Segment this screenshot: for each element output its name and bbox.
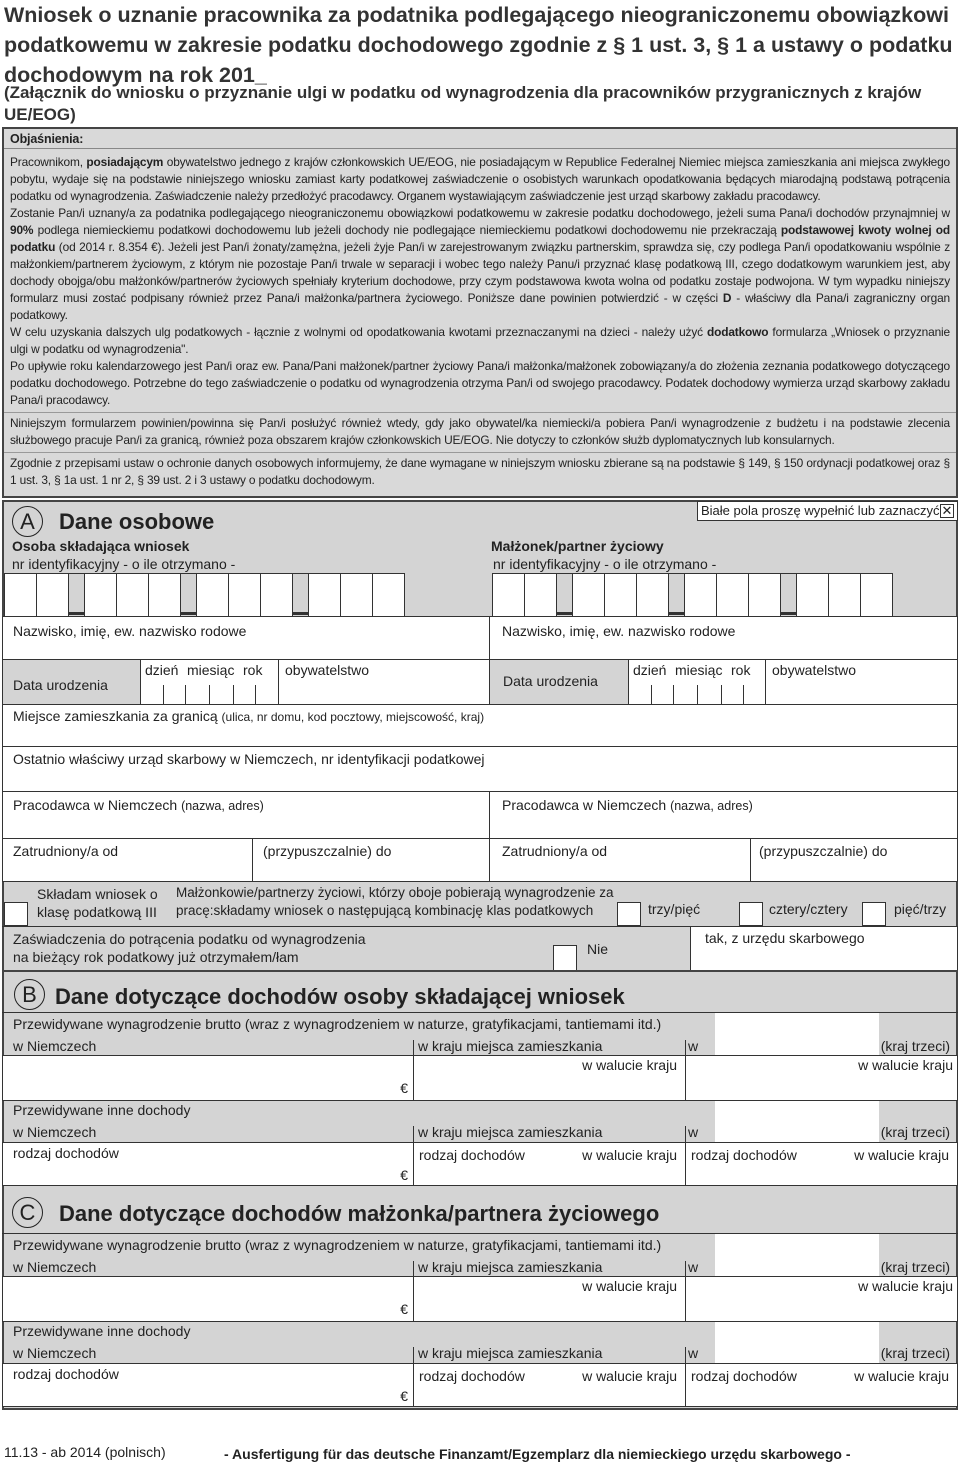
- divider: [721, 685, 722, 705]
- section-c-badge: C: [12, 1197, 43, 1228]
- label: miesiąc: [187, 662, 235, 678]
- divider: [685, 1261, 686, 1277]
- label: dzień: [633, 662, 667, 678]
- label: Ostatnio właściwy urząd skarbowy w Niemczech, nr identyfikacji podatkowej: [13, 751, 485, 767]
- label: obywatelstwo: [285, 662, 370, 678]
- combo-4-4-checkbox[interactable]: [739, 902, 763, 926]
- label: klasę podatkową III: [37, 904, 157, 920]
- label: trzy/pięć: [648, 901, 701, 917]
- third-country-name-field[interactable]: [715, 1101, 879, 1142]
- label: obywatelstwo: [772, 662, 857, 678]
- id-digit-box[interactable]: [116, 573, 149, 617]
- label: rok: [731, 662, 751, 678]
- id-digit-box[interactable]: [228, 573, 261, 617]
- other-residence-field[interactable]: [413, 1142, 686, 1186]
- label: w walucie kraju: [858, 1278, 953, 1294]
- label: Składam wniosek o: [37, 886, 158, 902]
- label: €: [400, 1301, 408, 1317]
- divider: [685, 1126, 686, 1142]
- divider: [255, 685, 256, 705]
- divider: [185, 685, 186, 705]
- id-digit-box[interactable]: [796, 573, 829, 617]
- label: w kraju miejsca zamieszkania: [418, 1259, 603, 1275]
- label: w walucie kraju: [854, 1147, 949, 1163]
- spouse-citizenship-field[interactable]: [765, 659, 958, 705]
- divider: [209, 685, 210, 705]
- label: tak, z urzędu skarbowego: [705, 930, 865, 946]
- divider: [413, 1126, 414, 1142]
- divider: [651, 685, 652, 705]
- gross-residence-field[interactable]: [413, 1276, 686, 1322]
- other-income-label: Przewidywane inne dochody: [13, 1102, 191, 1118]
- spouse-birth-date-field[interactable]: [628, 659, 766, 705]
- applicant-employer-field[interactable]: [2, 791, 490, 839]
- id-digit-box[interactable]: [84, 573, 117, 617]
- applicant-birth-date-field[interactable]: [140, 659, 279, 705]
- text: Pracownikom,: [10, 155, 87, 169]
- label: Pracodawca w Niemczech: [502, 797, 667, 813]
- label: w walucie kraju: [582, 1147, 677, 1163]
- divider: [673, 685, 674, 705]
- label: w kraju miejsca zamieszkania: [418, 1345, 603, 1361]
- applicant-citizenship-field[interactable]: [278, 659, 490, 705]
- third-country-name-field[interactable]: [715, 1234, 879, 1276]
- text: Zostanie Pan/i uznany/a za podatnika podlegającego nieograniczonemu obowiązkowi podatkowemu w zakresie podatku dochodowego, jeżeli suma Pana/i dochodów przynajmniej w: [10, 206, 950, 220]
- id-digit-box[interactable]: [572, 573, 605, 617]
- id-digit-box[interactable]: [828, 573, 861, 617]
- label: Nazwisko, imię, ew. nazwisko rodowe: [502, 623, 736, 639]
- id-separator: [556, 573, 573, 615]
- form-title: Wniosek o uznanie pracownika za podatnika podlegającego nieograniczonemu obowiązkowi podatkowemu w zakresie podatku dochodowego zgodnie z § 1 ust. 3, § 1 a ustawy o podatku dochodowym na rok 201_: [4, 3, 953, 87]
- label: w: [688, 1124, 699, 1140]
- label: pracę:składamy wniosek o następującą kombinację klas podatkowych: [176, 903, 594, 918]
- explanation-paragraph: Niniejszym formularzem powinien/powinna się Pan/i posłużyć również wtedy, gdy jako obywatel/ka niemiecki/a pobiera Pan/i wynagrodzenie z budżetu i na podstawie zlecenia służbowego pracuje Pan/i za granicą, również poza obszarem krajów członkowskich UE/EOG. Nie dotyczy to członków służb dyplomatycznych lub konsularnych.: [4, 412, 956, 449]
- other-third-country-field[interactable]: [685, 1142, 958, 1186]
- form-version: 11.13 - ab 2014 (polnisch): [4, 1444, 166, 1460]
- applicant-employed-to-field[interactable]: [252, 838, 490, 882]
- label: Data urodzenia: [503, 673, 598, 689]
- explanation-paragraph: Po upływie roku kalendarzowego jest Pan/i oraz ew. Pana/Pani małżonek/partner życiowy Pana/i małżonka/małżonek zobowiązany/a do złożenia zeznania podatkowego dotyczącego podatku dochodowego. Potrzebne do tego zaświadczenie o podatku od wynagrodzenia otrzyma Pan/i od swojego pracodawcy. Podatek dochodowy wymierza urząd skarbowy zakładu Pana/i pracodawcy.: [10, 359, 950, 407]
- cert-no-checkbox[interactable]: [553, 945, 577, 971]
- label: w Niemczech: [13, 1345, 97, 1361]
- section-c-income-table: [0, 1233, 952, 1407]
- divider: [413, 1347, 414, 1363]
- label: €: [400, 1388, 408, 1404]
- divider: [685, 1040, 686, 1056]
- label: w Niemczech: [13, 1259, 97, 1275]
- label: rodzaj dochodów: [13, 1366, 119, 1382]
- label: (kraj trzeci): [880, 1124, 950, 1140]
- label: rodzaj dochodów: [691, 1147, 797, 1163]
- text: podlega niemieckiemu podatkowi dochodowemu lub jeżeli dochody nie podlegające niemieckiemu podatkowi dochodowemu nie przekraczają: [33, 223, 781, 237]
- id-digit-box[interactable]: [372, 573, 405, 617]
- spouse-heading: Małżonek/partner życiowy: [491, 538, 664, 554]
- label: miesiąc: [675, 662, 723, 678]
- id-separator: [180, 573, 197, 615]
- applicant-heading: Osoba składająca wniosek: [12, 538, 190, 554]
- label: rodzaj dochodów: [13, 1145, 119, 1161]
- label: w: [688, 1345, 699, 1361]
- applicant-employed-from-field[interactable]: [2, 838, 253, 882]
- cert-yes-tax-office-field[interactable]: [690, 926, 958, 971]
- label: Nazwisko, imię, ew. nazwisko rodowe: [13, 623, 247, 639]
- divider: [685, 1347, 686, 1363]
- id-digit-box[interactable]: [4, 573, 37, 617]
- id-digit-box[interactable]: [308, 573, 341, 617]
- applicant-birth-label-cell: [2, 659, 141, 705]
- text: posiadającym: [86, 155, 164, 169]
- gross-third-country-field[interactable]: [685, 1276, 958, 1322]
- third-country-name-field[interactable]: [715, 1322, 879, 1363]
- divider: [413, 1040, 414, 1056]
- gross-third-country-field[interactable]: [685, 1055, 958, 1101]
- label: Zatrudniony/a od: [502, 843, 608, 859]
- text: dodatkowo: [706, 325, 769, 339]
- other-germany-field[interactable]: [2, 1142, 414, 1186]
- label: w walucie kraju: [858, 1057, 953, 1073]
- spouse-employer-field[interactable]: [489, 791, 958, 839]
- label: Data urodzenia: [13, 677, 108, 693]
- text: formularza „Wniosek o przyznanie ulgi w podatku od wynagrodzenia".: [10, 325, 950, 356]
- label: w Niemczech: [13, 1038, 97, 1054]
- id-digit-box[interactable]: [36, 573, 69, 617]
- explanation-paragraph: [10, 205, 950, 324]
- text: obywatelstwo jednego z krajów członkowskich UE/EOG, nie posiadającym w Republice Federalnej Niemiec miejsca zamieszkania ani miejsca zwykłego pobytu, wydaje się na podstawie niniejszego wniosku zamiast karty podatkowej zaświadczenie o osobistych warunkach opodatkowania będących miarodajną podstawą potrącenia podatku od wynagrodzenia. Zaświadczenie należy przedłożyć pracodawcy. Organem wystawiającym zaświadczenie jest urząd skarbowy zakładu pracodawcy.: [10, 155, 951, 203]
- label: (przypuszczalnie) do: [263, 843, 392, 859]
- id-digit-box[interactable]: [748, 573, 781, 617]
- third-country-name-field[interactable]: [715, 1013, 879, 1055]
- label: w kraju miejsca zamieszkania: [418, 1124, 603, 1140]
- id-digit-box[interactable]: [196, 573, 229, 617]
- combo-5-3-checkbox[interactable]: [862, 902, 886, 926]
- hint: (nazwa, adres): [670, 799, 753, 813]
- text: (od 2014 r. 8.354 €). Jeżeli jest Pan/i żonaty/zamężna, jeżeli żyje Pan/i w zarejestrowanym związku partnerskim, sprawdza się, czy podlega Pan/i opodatkowaniu wspólnie z małżonkiem/partnerem życiowym, z którym nie pozostaje Pan/i trwale w separacji i wobec tego należy Panu/i przyznać klasę podatkową III, czego dodatkowym warunkiem jest, aby dochody obojga/obu małżonków/partnerów życiowych spełniały kryterium dochodowe, przy czym podstawowa kwota wolna od podatku zostaje podwojona. W tym wypadku niniejszy formularz musi zostać podpisany również przez Pana/i małżonka/partnera życiowego. Poniższe dane powinien potwierdzić - w części: [10, 240, 950, 305]
- text: podstawowej kwoty wolnej od podatku: [10, 223, 950, 254]
- label: Zatrudniony/a od: [13, 843, 119, 859]
- label: €: [400, 1167, 408, 1183]
- gross-germany-field[interactable]: [2, 1055, 414, 1101]
- label: Miejsce zamieszkania za granicą: [13, 708, 218, 724]
- label: na bieżący rok podatkowy już otrzymałem/łam: [13, 949, 299, 965]
- text: 90%: [10, 223, 34, 237]
- section-b-badge: B: [14, 979, 45, 1010]
- spouse-birth-label-cell: [489, 659, 629, 705]
- label: w Niemczech: [13, 1124, 97, 1140]
- spouse-name-field[interactable]: [489, 616, 958, 660]
- copy-note: - Ausfertigung für das deutsche Finanzamt/Egzemplarz dla niemieckiego urzędu skarbowego -: [224, 1446, 851, 1462]
- spouse-employed-to-field[interactable]: [750, 838, 958, 882]
- id-digit-box[interactable]: [524, 573, 557, 617]
- id-digit-box[interactable]: [684, 573, 717, 617]
- label: w walucie kraju: [582, 1278, 677, 1294]
- hint: (nazwa, adres): [181, 799, 264, 813]
- cross-checkbox-icon: ✕: [941, 503, 953, 518]
- applicant-id-label: nr identyfikacyjny - o ile otrzymano -: [12, 556, 236, 572]
- text: D: [722, 291, 732, 305]
- other-residence-field[interactable]: [413, 1363, 686, 1407]
- label: cztery/cztery: [769, 901, 848, 917]
- gross-germany-field[interactable]: [2, 1276, 414, 1322]
- explanation-paragraph: [10, 324, 950, 358]
- label: w: [688, 1038, 699, 1054]
- id-digit-box[interactable]: [860, 573, 893, 617]
- spouse-employed-from-field[interactable]: [489, 838, 751, 882]
- divider: [233, 685, 234, 705]
- divider: [413, 1261, 414, 1277]
- label: (kraj trzeci): [880, 1038, 950, 1054]
- divider: [2, 970, 958, 972]
- label: Zaświadczenia do potrącenia podatku od wynagrodzenia: [13, 931, 366, 947]
- label: rok: [243, 662, 263, 678]
- id-digit-box[interactable]: [636, 573, 669, 617]
- other-germany-field[interactable]: [2, 1363, 414, 1407]
- explanations-heading: Objaśnienia:: [4, 131, 956, 149]
- section-a-title: Dane osobowe: [59, 509, 215, 534]
- label: Małżonkowie/partnerzy życiowi, którzy oboje pobierają wynagrodzenie za: [176, 885, 614, 900]
- id-digit-box[interactable]: [716, 573, 749, 617]
- fill-hint-text: Białe pola proszę wypełnić lub zaznaczyć: [701, 503, 940, 518]
- explanations-box: [2, 127, 958, 498]
- fill-hint-box: [697, 501, 958, 521]
- gross-residence-field[interactable]: [413, 1055, 686, 1101]
- label: w walucie kraju: [582, 1057, 677, 1073]
- combo-3-5-checkbox[interactable]: [617, 902, 641, 926]
- tax-class-3-checkbox[interactable]: [4, 902, 28, 926]
- label: Nie: [587, 941, 609, 957]
- residence-abroad-field[interactable]: [2, 704, 958, 747]
- label: w walucie kraju: [582, 1368, 677, 1384]
- id-separator: [780, 573, 797, 615]
- id-digit-box[interactable]: [260, 573, 293, 617]
- id-separator: [668, 573, 685, 615]
- label: rodzaj dochodów: [419, 1368, 525, 1384]
- explanation-paragraph: Zgodnie z przepisami ustaw o ochronie danych osobowych informujemy, że dane wymagane w niniejszym wniosku zbierane są na podstawie § 149, § 150 ordynacji podatkowej oraz § 1 ust. 3, § 1a ust. 1 nr 2, § 39 ust. 2 i 3 ustawy o podatku dochodowym.: [4, 452, 956, 489]
- id-separator: [292, 573, 309, 615]
- gross-salary-label: Przewidywane wynagrodzenie brutto (wraz z wynagrodzeniem w naturze, gratyfikacjami, tantiemami itd.): [13, 1016, 662, 1032]
- divider: [743, 685, 744, 705]
- divider: [163, 685, 164, 705]
- form-subtitle: (Załącznik do wniosku o przyznanie ulgi w podatku od wynagrodzenia dla pracowników przygranicznych z krajów UE/EOG): [4, 83, 922, 124]
- id-separator: [68, 573, 85, 615]
- label: rodzaj dochodów: [691, 1368, 797, 1384]
- label: w walucie kraju: [854, 1368, 949, 1384]
- gross-salary-label: Przewidywane wynagrodzenie brutto (wraz z wynagrodzeniem w naturze, gratyfikacjami, tantiemami itd.): [13, 1237, 662, 1253]
- id-digit-box[interactable]: [148, 573, 181, 617]
- section-a-badge: A: [12, 506, 43, 537]
- hint: (ulica, nr domu, kod pocztowy, miejscowość, kraj): [221, 710, 485, 724]
- label: w kraju miejsca zamieszkania: [418, 1038, 603, 1054]
- label: Pracodawca w Niemczech: [13, 797, 178, 813]
- tax-office-field[interactable]: [2, 746, 958, 792]
- divider: [697, 685, 698, 705]
- label: (kraj trzeci): [880, 1345, 950, 1361]
- text: - właściwy dla Pana/i zagraniczny organ podatkowy.: [10, 291, 950, 322]
- label: pięć/trzy: [894, 901, 947, 917]
- explanation-paragraph: [10, 154, 950, 205]
- spouse-id-label: nr identyfikacyjny - o ile otrzymano -: [493, 556, 717, 572]
- text: W celu uzyskania dalszych ulg podatkowych - łącznie z wolnymi od opodatkowania kwotami przeznaczanymi na dzieci - należy użyć: [10, 325, 707, 339]
- id-digit-box[interactable]: [492, 573, 525, 617]
- section-b-title: Dane dotyczące dochodów osoby składającej wniosek: [55, 984, 625, 1009]
- label: (przypuszczalnie) do: [759, 843, 888, 859]
- label: dzień: [145, 662, 179, 678]
- id-digit-box[interactable]: [340, 573, 373, 617]
- other-third-country-field[interactable]: [685, 1363, 958, 1407]
- label: w: [688, 1259, 699, 1275]
- section-c-title: Dane dotyczące dochodów małżonka/partnera życiowego: [59, 1201, 660, 1226]
- label: rodzaj dochodów: [419, 1147, 525, 1163]
- label: €: [400, 1080, 408, 1096]
- id-digit-box[interactable]: [604, 573, 637, 617]
- label: (kraj trzeci): [880, 1259, 950, 1275]
- applicant-name-field[interactable]: [2, 616, 490, 660]
- section-b-income-table: [0, 1012, 952, 1186]
- other-income-label: Przewidywane inne dochody: [13, 1323, 191, 1339]
